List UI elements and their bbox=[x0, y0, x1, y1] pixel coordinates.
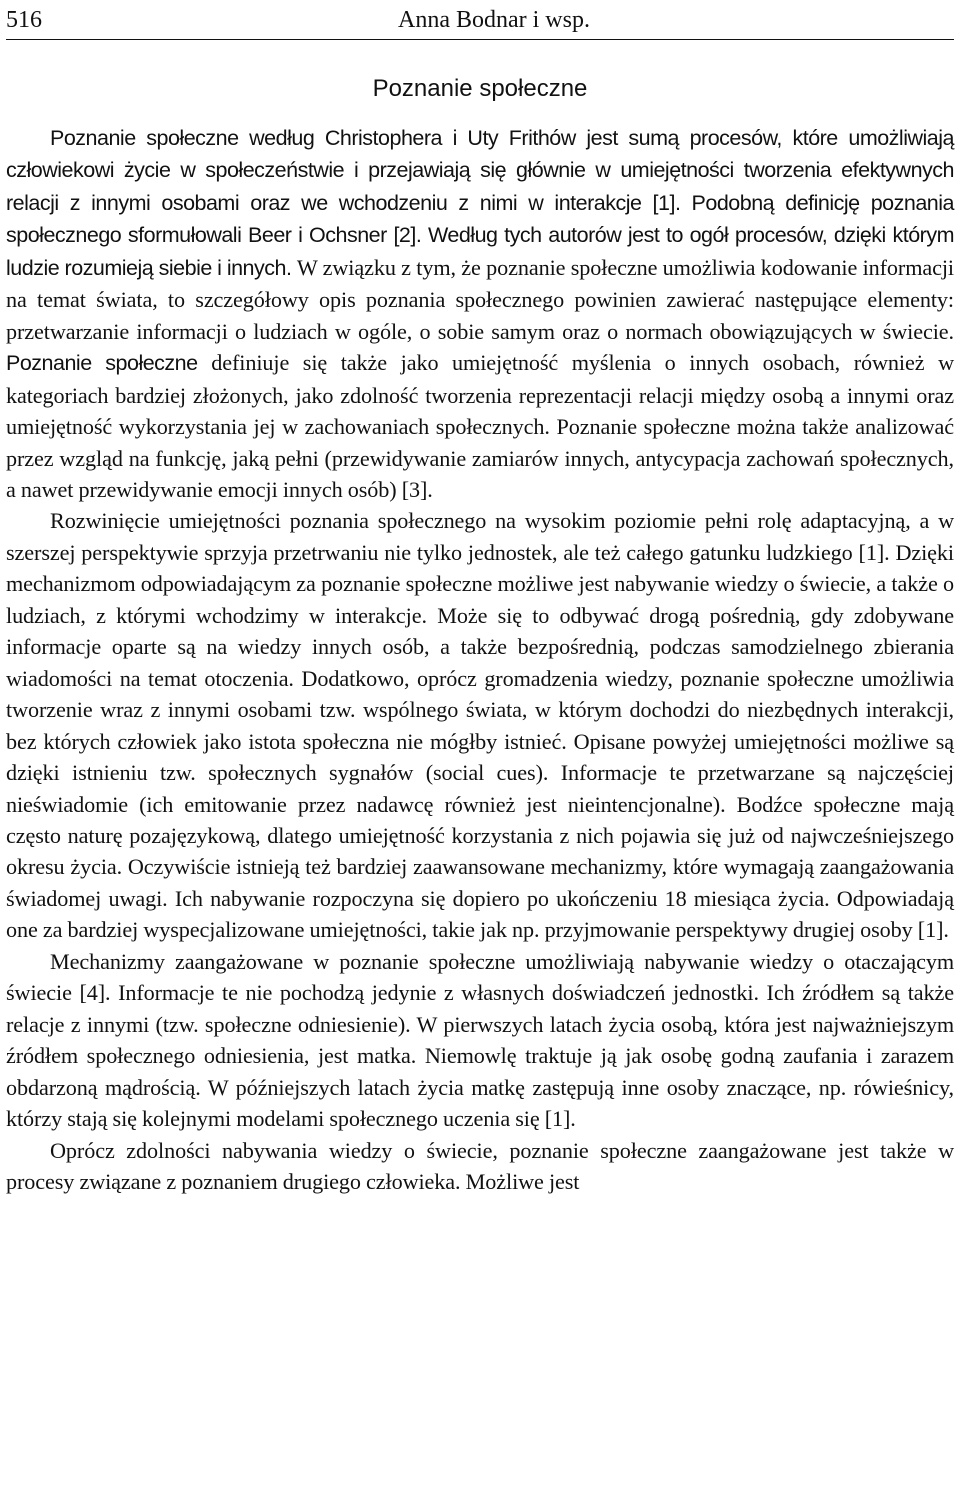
paragraph-1-segment-2: W związku z tym, że poznanie społeczne umożliwia kodowanie informacji na temat świata, to szczegółowy opis poznania społecznego powinien zawierać następujące elementy: przetwarzanie informacji o ludziach w ogóle, o sobie samym oraz o normach obowiązujących w świecie. bbox=[6, 254, 954, 344]
paragraph-3 bbox=[6, 946, 954, 1135]
running-head-authors: Anna Bodnar i wsp. bbox=[398, 7, 590, 33]
paragraph-1-segment-1: Poznanie społeczne według Christophera i Uty Frithów jest sumą procesów, które umożliwiają człowiekowi życie w społeczeństwie i przejawiają się głównie w umiejętności tworzenia efektywnych relacji z innymi osobami oraz we wchodzeniu z nimi w interakcje [1]. Podobną definicję poznania społecznego sformułowali Beer i Ochsner [2]. Według tych autorów jest to ogół procesów, dzięki którym ludzie rozumieją siebie i innych. bbox=[6, 126, 954, 280]
paragraph-1-segment-4: definiuje się także jako umiejętność myślenia o innych osobach, również w kategoriach bardziej złożonych, jako zdolność tworzenia reprezentacji relacji między osobą a innymi oraz umiejętność wykorzystania jej w zachowaniach społecznych. Poznanie społeczne można także analizować przez wzgląd na funkcję, jaką pełni (przewidywanie zamiarów innych, antycypacja zachowań społecznych, a nawet przewidywanie emocji innych osób) [3]. bbox=[6, 350, 954, 502]
paragraph-3-segment-1: Mechanizmy zaangażowane w poznanie społeczne umożliwiają nabywanie wiedzy o otaczającym świecie [4]. Informacje te nie pochodzą jedynie z własnych doświadczeń jednostki. Ich źródłem są także relacje z innymi (tzw. społeczne odniesienie). W pierwszych latach życia osobą, która jest najważniejszym źródłem społecznego odniesienia, jest matka. Niemowlę traktuje ją jak osobę godną zaufania i zarazem obdarzoną mądrością. W późniejszych latach życia matkę zastępują inne osoby znaczące, np. rówieśnicy, którzy stają się kolejnymi modelami społecznego uczenia się [1]. bbox=[6, 948, 954, 1132]
paragraph-2-segment-1: Rozwinięcie umiejętności poznania społecznego na wysokim poziomie pełni rolę adaptacyjną, a w szerszej perspektywie sprzyja przetrwaniu nie tylko jednostek, ale też całego gatunku ludzkiego [1]. Dzięki mechanizmom odpowiadającym za poznanie społeczne możliwe jest nabywanie wiedzy o świecie, a także o ludziach, z którymi wchodzimy w interakcje. Może się to odbywać drogą pośrednią, gdy zdobywane informacje oparte są na wiedzy innych osób, a także bezpośrednią, podczas samodzielnego zbierania wiadomości na temat otoczenia. Dodatkowo, oprócz gromadzenia wiedzy, poznanie społeczne umożliwia tworzenie wraz z innymi osobami tzw. wspólnego świata, w którym dochodzi do niezbędnych interakcji, bez których człowiek jako istota społeczna nie mógłby istnieć. Opisane powyżej umiejętności możliwe są dzięki istnieniu tzw. społecznych sygnałów (social cues). Informacje te przetwarzane są najczęściej nieświadomie (ich emitowanie przez nadawcę również jest nieintencjonalne). Bodźce społeczne mają często naturę pozajęzykową, dlatego umiejętność korzystania z nich pojawia się już od najwcześniejszego okresu życia. Oczywiście istnieją też bardziej zaawansowane mechanizmy, które wymagają zaangażowania świadomej uwagi. Ich nabywanie rozpoczyna się dopiero po ukończeniu 18 miesiąca życia. Odpowiadają one za bardziej wyspecjalizowane umiejętności, takie jak np. przyjmowanie perspektywy drugiej osoby [1]. bbox=[6, 508, 954, 943]
paragraph-2 bbox=[6, 505, 954, 945]
running-head bbox=[6, 0, 954, 40]
paragraph-1 bbox=[6, 122, 954, 505]
paragraph-4-segment-1: Oprócz zdolności nabywania wiedzy o świecie, poznanie społeczne zaangażowane jest także w procesy związane z poznaniem drugiego człowieka. Możliwe jest bbox=[6, 1137, 954, 1194]
page-number: 516 bbox=[6, 7, 42, 33]
paragraph-4 bbox=[6, 1135, 954, 1198]
paragraph-1-segment-3: Poznanie społeczne bbox=[6, 351, 212, 376]
body-text bbox=[6, 122, 954, 1197]
section-title: Poznanie społeczne bbox=[372, 75, 588, 102]
